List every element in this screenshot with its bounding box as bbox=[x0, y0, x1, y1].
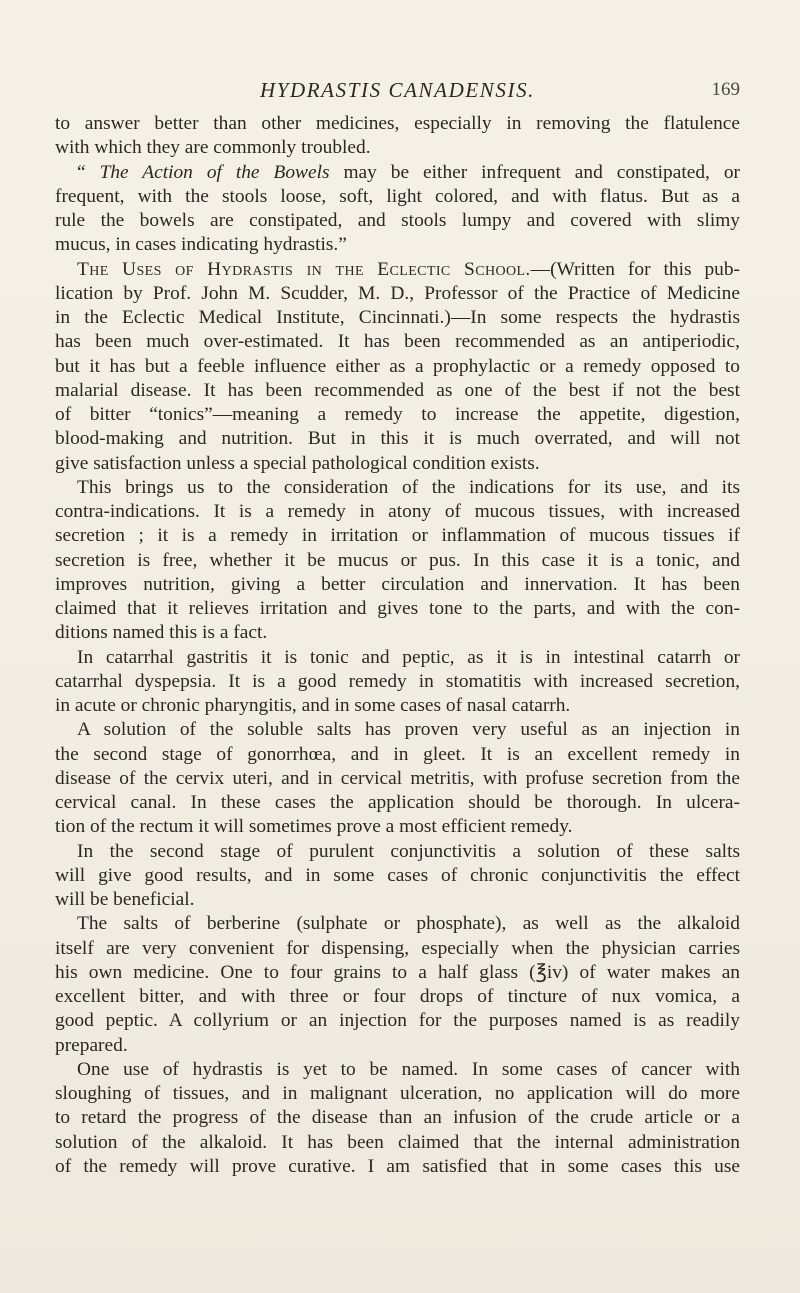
text-line: improves nutrition, giving a better circulation and innervation. It has been bbox=[55, 573, 740, 595]
text-line: mucus, in cases indicating hydrastis.” bbox=[55, 234, 347, 256]
text-line: The Uses of Hydrastis in the Eclectic School.—(Written for this pub- bbox=[77, 258, 740, 280]
text-line: his own medicine. One to four grains to a half glass (℥iv) of water makes an bbox=[55, 961, 740, 983]
text-line: itself are very convenient for dispensing, especially when the physician carries bbox=[55, 937, 740, 959]
text-line: rule the bowels are constipated, and stools lumpy and covered with slimy bbox=[55, 210, 740, 231]
text-line: of the remedy will prove curative. I am satisfied that in some cases this use bbox=[55, 1155, 740, 1177]
text-line: frequent, with the stools loose, soft, light colored, and with flatus. But as a bbox=[55, 185, 740, 207]
text-line: “ The Action of the Bowels may be either infrequent and constipated, or bbox=[77, 161, 740, 183]
text-line: tion of the rectum it will sometimes prove a most efficient remedy. bbox=[55, 816, 573, 838]
text-line: sloughing of tissues, and in malignant ulceration, no application will do more bbox=[55, 1083, 740, 1104]
text-line: The salts of berberine (sulphate or phosphate), as well as the alkaloid bbox=[77, 913, 740, 935]
text-line: claimed that it relieves irritation and gives tone to the parts, and with the con- bbox=[55, 598, 740, 619]
text-line: has been much over-estimated. It has been recommended as an antiperiodic, bbox=[55, 331, 740, 353]
text-line: blood-making and nutrition. But in this it is much overrated, and will not bbox=[55, 428, 740, 450]
text-line: to answer better than other medicines, especially in removing the flatulence bbox=[55, 113, 740, 134]
text-line: ditions named this is a fact. bbox=[55, 622, 268, 644]
text-line: give satisfaction unless a special pathological condition exists. bbox=[55, 452, 540, 474]
page-number: 169 bbox=[711, 79, 740, 100]
page-header bbox=[55, 78, 740, 106]
text-line: prepared. bbox=[55, 1034, 128, 1056]
text-line: In catarrhal gastritis it is tonic and peptic, as it is in intestinal catarrh or bbox=[77, 646, 740, 668]
body-text bbox=[55, 112, 740, 1179]
text-line: solution of the alkaloid. It has been claimed that the internal administration bbox=[55, 1131, 740, 1153]
text-line: of bitter “tonics”—meaning a remedy to increase the appetite, digestion, bbox=[55, 404, 740, 425]
text-line: the second stage of gonorrhœa, and in gleet. It is an excellent remedy in bbox=[55, 743, 740, 765]
text-line: in acute or chronic pharyngitis, and in some cases of nasal catarrh. bbox=[55, 695, 571, 716]
text-line: secretion is free, whether it be mucus or pus. In this case it is a tonic, and bbox=[55, 549, 740, 571]
text-line: contra-indications. It is a remedy in atony of mucous tissues, with increased bbox=[55, 501, 740, 522]
text-line: excellent bitter, and with three or four drops of tincture of nux vomica, a bbox=[55, 986, 740, 1007]
text-line: lication by Prof. John M. Scudder, M. D., Professor of the Practice of Medicine bbox=[55, 282, 740, 304]
text-line: A solution of the soluble salts has proven very useful as an injection in bbox=[77, 719, 740, 741]
italic-heading: The Action of the Bowels bbox=[99, 161, 330, 183]
text-line: cervical canal. In these cases the application should be thorough. In ulcera- bbox=[55, 792, 740, 813]
text-line: will give good results, and in some cases of chronic conjunctivitis the effect bbox=[55, 864, 740, 886]
text-line: secretion ; it is a remedy in irritation or inflammation of mucous tissues if bbox=[55, 525, 740, 547]
text-line: catarrhal dyspepsia. It is a good remedy in stomatitis with increased secretion, bbox=[55, 670, 740, 692]
running-title: HYDRASTIS CANADENSIS. bbox=[259, 78, 536, 102]
text-line: malarial disease. It has been recommended as one of the best if not the best bbox=[55, 379, 740, 401]
text-line: One use of hydrastis is yet to be named. In some cases of cancer with bbox=[77, 1058, 740, 1080]
section-heading: The Uses of Hydrastis in the Eclectic School. bbox=[77, 258, 531, 280]
text-line: to retard the progress of the disease than an infusion of the crude article or a bbox=[55, 1107, 740, 1129]
text-line: but it has but a feeble influence either as a prophylactic or a remedy opposed to bbox=[55, 355, 740, 377]
text-line: will be beneficial. bbox=[55, 889, 195, 910]
text-line: good peptic. A collyrium or an injection for the purposes named is as readily bbox=[55, 1010, 740, 1032]
text-line: In the second stage of purulent conjunctivitis a solution of these salts bbox=[77, 840, 740, 862]
text-line: This brings us to the consideration of the indications for its use, and its bbox=[77, 476, 740, 498]
text-line: disease of the cervix uteri, and in cervical metritis, with profuse secretion from the bbox=[55, 767, 740, 789]
text-line: with which they are commonly troubled. bbox=[55, 137, 371, 159]
text-line: in the Eclectic Medical Institute, Cincinnati.)—In some respects the hydrastis bbox=[55, 307, 740, 328]
